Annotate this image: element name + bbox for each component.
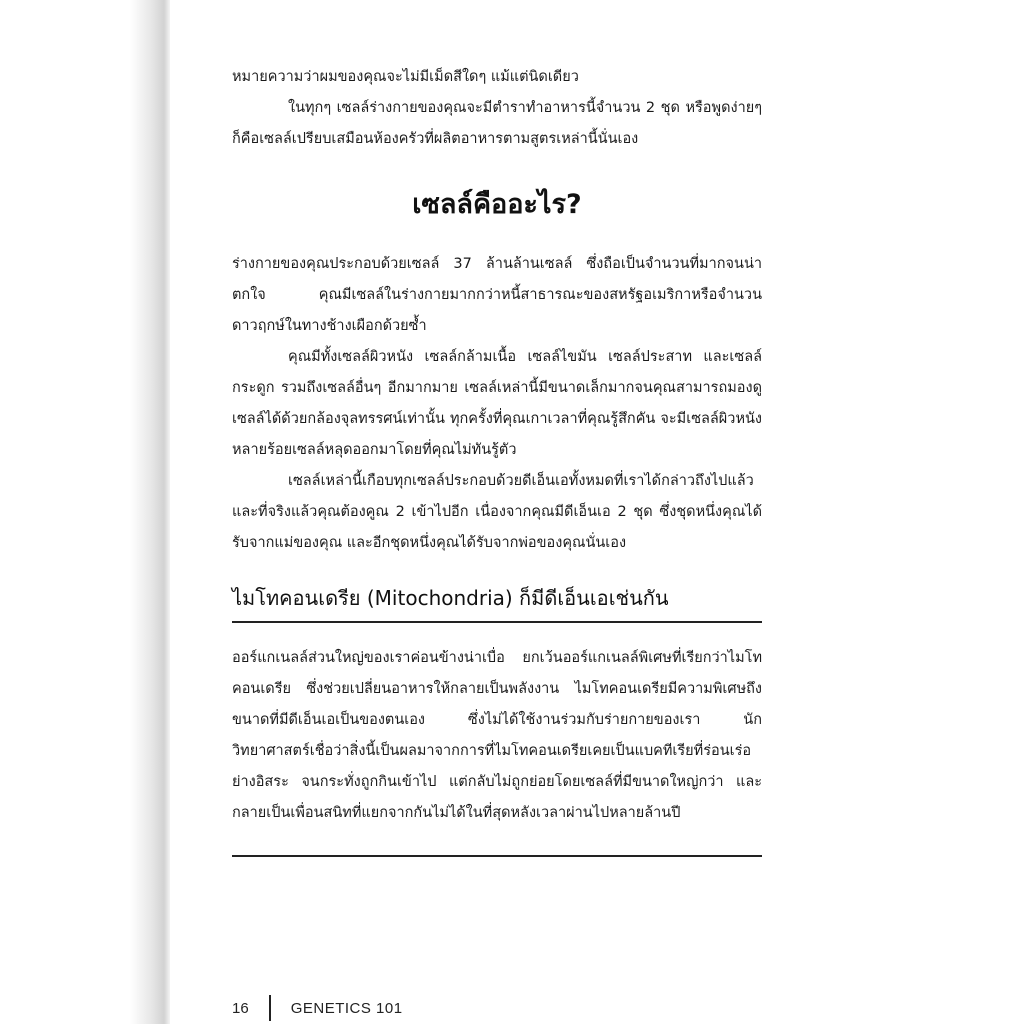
paragraph-cell-types: คุณมีทั้งเซลล์ผิวหนัง เซลล์กล้ามเนื้อ เซลล์ไขมัน เซลล์ประสาท และเซลล์กระดูก รวมถึงเซลล์อื่นๆ อีกมากมาย เซลล์เหล่านี้มีขนาดเล็กมากจนคุณสามารถมองดูเซลล์ได้ด้วยกล้องจุลทรรศน์เท่านั้น ทุกครั้งที่คุณเกาเวลาที่คุณรู้สึกคัน จะมีเซลล์ผิวหนังหลายร้อยเซลล์หลุดออกมาโดยที่คุณไม่ทันรู้ตัว — [232, 349, 762, 458]
paragraph-dna-copies: เซลล์เหล่านี้เกือบทุกเซลล์ประกอบด้วยดีเอ็นเอทั้งหมดที่เราได้กล่าวถึงไปแล้ว และที่จริงแล้วคุณต้องคูณ 2 เข้าไปอีก เนื่องจากคุณมีดีเอ็นเอ 2 ชุด ซึ่งชุดหนึ่งคุณได้รับจากแม่ของคุณ และอีกชุดหนึ่งคุณได้รับจากพ่อของคุณนั่นเอง — [232, 473, 762, 551]
page-gutter-shadow — [130, 0, 170, 1024]
footer-divider — [269, 995, 271, 1021]
paragraph-continued: หมายความว่าผมของคุณจะไม่มีเม็ดสีใดๆ แม้แต่นิดเดียว — [232, 69, 579, 85]
running-head: GENETICS 101 — [290, 999, 403, 1017]
sidebar-box — [232, 643, 762, 857]
paragraph-cell-count: ร่างกายของคุณประกอบด้วยเซลล์ 37 ล้านล้านเซลล์ ซึ่งถือเป็นจำนวนที่มากจนน่าตกใจ คุณมีเซลล์ในร่างกายมากกว่าหนี้สาธารณะของสหรัฐอเมริกาหรือจำนวนดาวฤกษ์ในทางช้างเผือกด้วยซ้ำ — [232, 256, 762, 334]
sidebar-box-title: ไมโทคอนเดรีย (Mitochondria) ก็มีดีเอ็นเอเช่นกัน — [232, 581, 762, 623]
sidebar-box-text: ออร์แกเนลล์ส่วนใหญ่ของเราค่อนข้างน่าเบื่อ ยกเว้นออร์แกเนลล์พิเศษที่เรียกว่าไมโทคอนเดรีย ซึ่งช่วยเปลี่ยนอาหารให้กลายเป็นพลังงาน ไมโทคอนเดรียมีความพิเศษถึงขนาดที่มีดีเอ็นเอเป็นของตนเอง ซึ่งไม่ได้ใช้งานร่วมกับร่ายกายของเรา นักวิทยาศาสตร์เชื่อว่าสิ่งนี้เป็นผลมาจากการที่ไมโทคอนเดรียเคยเป็นแบคทีเรียที่ร่อนเร่อย่างอิสระ จนกระทั่งถูกกินเข้าไป แต่กลับไม่ถูกย่อยโดยเซลล์ที่มีขนาดใหญ่กว่า และกลายเป็นเพื่อนสนิทที่แยกจากกันไม่ได้ในที่สุดหลังเวลาผ่านไปหลายล้านปี — [232, 650, 762, 821]
page-content — [232, 62, 762, 857]
section-heading: เซลล์คืออะไร? — [412, 189, 582, 220]
page-number: 16 — [232, 999, 249, 1017]
page-footer — [232, 990, 403, 1024]
book-page — [170, 0, 1024, 1024]
paragraph-cookbook: ในทุกๆ เซลล์ร่างกายของคุณจะมีตำราทำอาหารนี้จำนวน 2 ชุด หรือพูดง่ายๆ ก็คือเซลล์เปรียบเสมือนห้องครัวที่ผลิตอาหารตามสูตรเหล่านี้นั่นเอง — [232, 100, 762, 147]
